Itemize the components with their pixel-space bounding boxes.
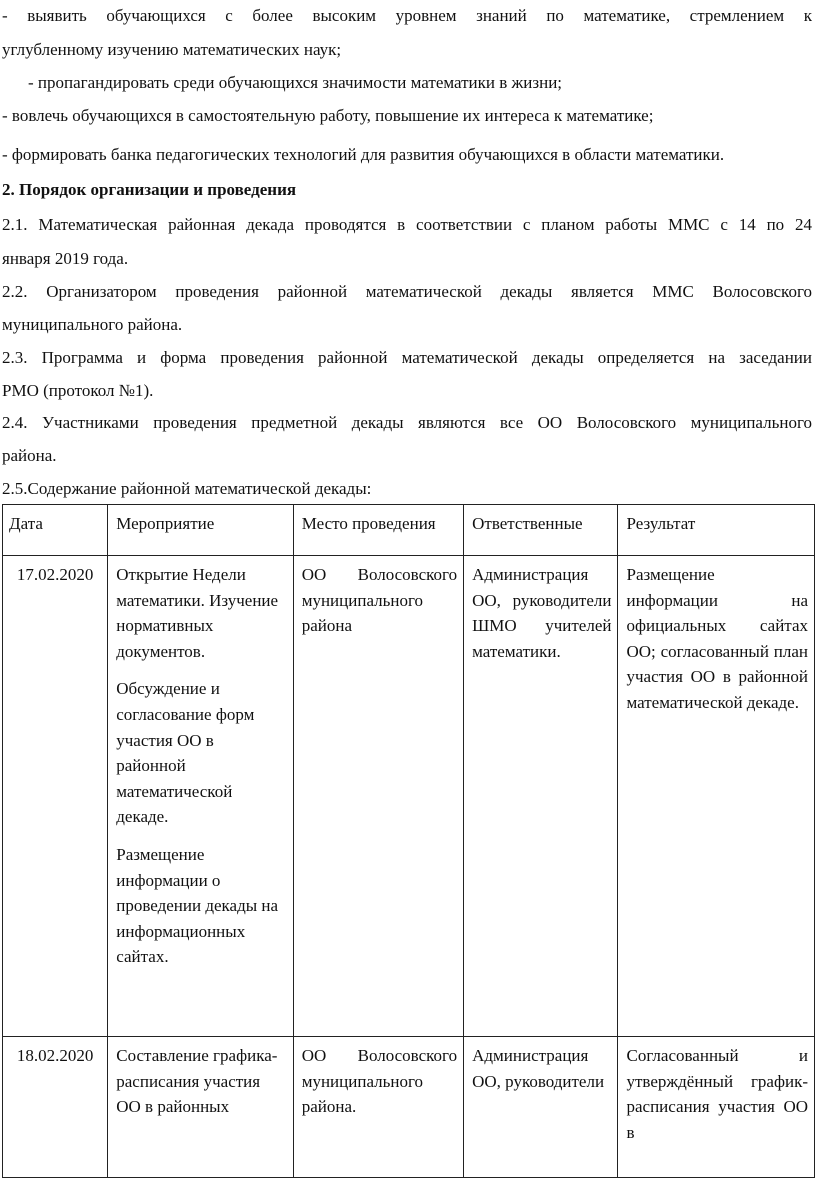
clause-2-5: 2.5.Содержание районной математической декады: bbox=[2, 479, 372, 498]
header-place: Место проведения bbox=[293, 505, 463, 556]
row-result: Размещение информации на официальных сайтах ОО; согласованный план участия ОО в районной математической декаде. bbox=[618, 556, 815, 1037]
clause-2-3: 2.3. Программа и форма проведения районной математической декады определяется на заседании bbox=[2, 348, 812, 367]
event-item: Открытие Недели математики. Изучение нормативных документов. bbox=[116, 565, 279, 661]
row-result: Согласованный и утверждённый график-расписания участия ОО в bbox=[618, 1037, 815, 1178]
intro-bullet-1-cont: углубленному изучению математических наук; bbox=[2, 40, 342, 59]
table-header-row bbox=[3, 505, 815, 556]
clause-2-3-cont: РМО (протокол №1). bbox=[2, 381, 154, 400]
section-heading: 2. Порядок организации и проведения bbox=[2, 180, 297, 199]
event-plan-table bbox=[2, 504, 815, 1178]
intro-bullet-3: - вовлечь обучающихся в самостоятельную работу, повышение их интереса к математике; bbox=[2, 106, 654, 125]
header-result: Результат bbox=[618, 505, 815, 556]
event-item: Размещение информации о проведении декады на информационных сайтах. bbox=[116, 844, 279, 967]
header-event: Мероприятие bbox=[108, 505, 293, 556]
row-event bbox=[108, 1037, 293, 1178]
intro-bullet-1: - выявить обучающихся с более высоким уровнем знаний по математике, стремлением к bbox=[2, 6, 812, 25]
table-row bbox=[3, 556, 815, 1037]
header-date: Дата bbox=[3, 505, 108, 556]
row-responsible: Администрация ОО, руководители bbox=[464, 1037, 618, 1178]
clause-2-4-cont: района. bbox=[2, 446, 57, 465]
clause-2-1: 2.1. Математическая районная декада проводятся в соответствии с планом работы ММС с 14 по 24 bbox=[2, 215, 812, 234]
row-place: ОО Волосовского муниципального района. bbox=[293, 1037, 463, 1178]
row-date: 17.02.2020 bbox=[3, 556, 108, 1037]
clause-2-4: 2.4. Участниками проведения предметной декады являются все ОО Волосовского муниципального bbox=[2, 413, 812, 432]
header-responsible: Ответственные bbox=[464, 505, 618, 556]
row-event bbox=[108, 556, 293, 1037]
row-place: ОО Волосовского муниципального района bbox=[293, 556, 463, 1037]
clause-2-2-cont: муниципального района. bbox=[2, 315, 183, 334]
intro-bullet-4: - формировать банка педагогических технологий для развития обучающихся в области математики. bbox=[2, 145, 725, 164]
row-date: 18.02.2020 bbox=[3, 1037, 108, 1178]
clause-2-1-cont: января 2019 года. bbox=[2, 249, 129, 268]
event-item: Обсуждение и согласование форм участия ОО в районной математической декаде. bbox=[116, 679, 255, 827]
row-responsible: Администрация ОО, руководители ШМО учителей математики. bbox=[464, 556, 618, 1037]
table-row bbox=[3, 1037, 815, 1178]
clause-2-2: 2.2. Организатором проведения районной математической декады является ММС Волосовского bbox=[2, 282, 812, 301]
event-item: Составление графика-расписания участия ОО в районных bbox=[116, 1046, 278, 1117]
intro-bullet-2: - пропагандировать среди обучающихся значимости математики в жизни; bbox=[28, 73, 563, 92]
